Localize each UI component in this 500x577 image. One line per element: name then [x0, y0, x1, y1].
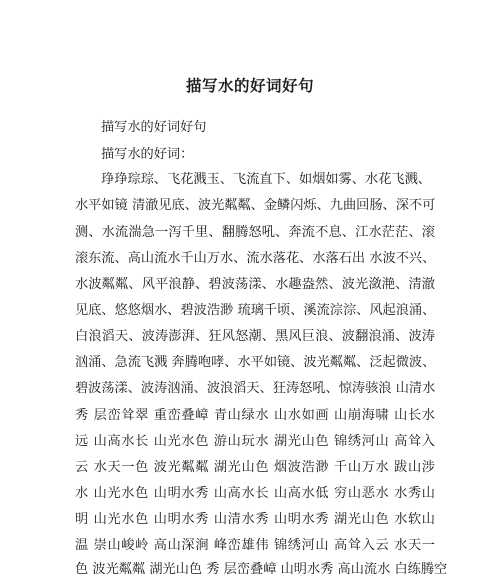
body-line: 琤琤琮琮、飞花溅玉、飞流直下、如烟如雾、水花飞溅、: [101, 172, 431, 187]
body-line: 明 山光水色 山明水秀 山清水秀 山明水秀 湖光山色 水软山: [75, 512, 435, 527]
body-line: 汹涌、急流飞溅 奔腾咆哮、水平如镜、波光粼粼、泛起微波、: [75, 355, 436, 370]
body-line: 水 山光水色 山明水秀 山高水长 山高水低 穷山恶水 水秀山: [75, 486, 435, 501]
body-line: 温 崇山峻岭 高山深涧 峰峦雄伟 锦绣河山 高耸入云 水天一: [75, 538, 435, 553]
document-title: 描写水的好词好句: [185, 77, 314, 95]
body-line: 秀 层峦耸翠 重峦叠嶂 青山绿水 山水如画 山崩海啸 山长水: [75, 408, 435, 423]
body-line: 见底、悠悠烟水、碧波浩渺 琉璃千顷、溪流淙淙、风起浪涌、: [75, 303, 436, 318]
body-line: 水波粼粼、风平浪静、碧波荡漾、水趣盎然、波光潋滟、清澈: [75, 277, 435, 292]
body-line: 远 山高水长 山光水色 游山玩水 湖光山色 锦绣河山 高耸入: [75, 434, 435, 449]
intro-line-1: 描写水的好词好句: [101, 120, 207, 135]
intro-line-2: 描写水的好词：: [101, 147, 194, 162]
body-line: 云 水天一色 波光粼粼 湖光山色 烟波浩渺 千山万水 跋山涉: [75, 460, 435, 475]
body-line: 水平如镜 清澈见底、波光粼粼、金鳞闪烁、九曲回肠、深不可: [75, 198, 436, 213]
body-line: 白浪滔天、波涛澎湃、狂风怒潮、黑风巨浪、波翻浪涌、波涛: [75, 329, 435, 344]
body-line: 测、水流湍急一泻千里、翻腾怒吼、奔流不息、江水茫茫、滚: [75, 225, 435, 240]
body-line: 碧波荡漾、波涛汹涌、波浪滔天、狂涛怒吼、惊涛骇浪 山清水: [75, 381, 436, 396]
body-line: 滚东流、高山流水千山万水、流水落花、水落石出 水波不兴、: [75, 251, 436, 266]
body-line: 色 波光粼粼 湖光山色 秀 层峦叠嶂 山明水秀 高山流水 白练腾空: [75, 562, 448, 577]
